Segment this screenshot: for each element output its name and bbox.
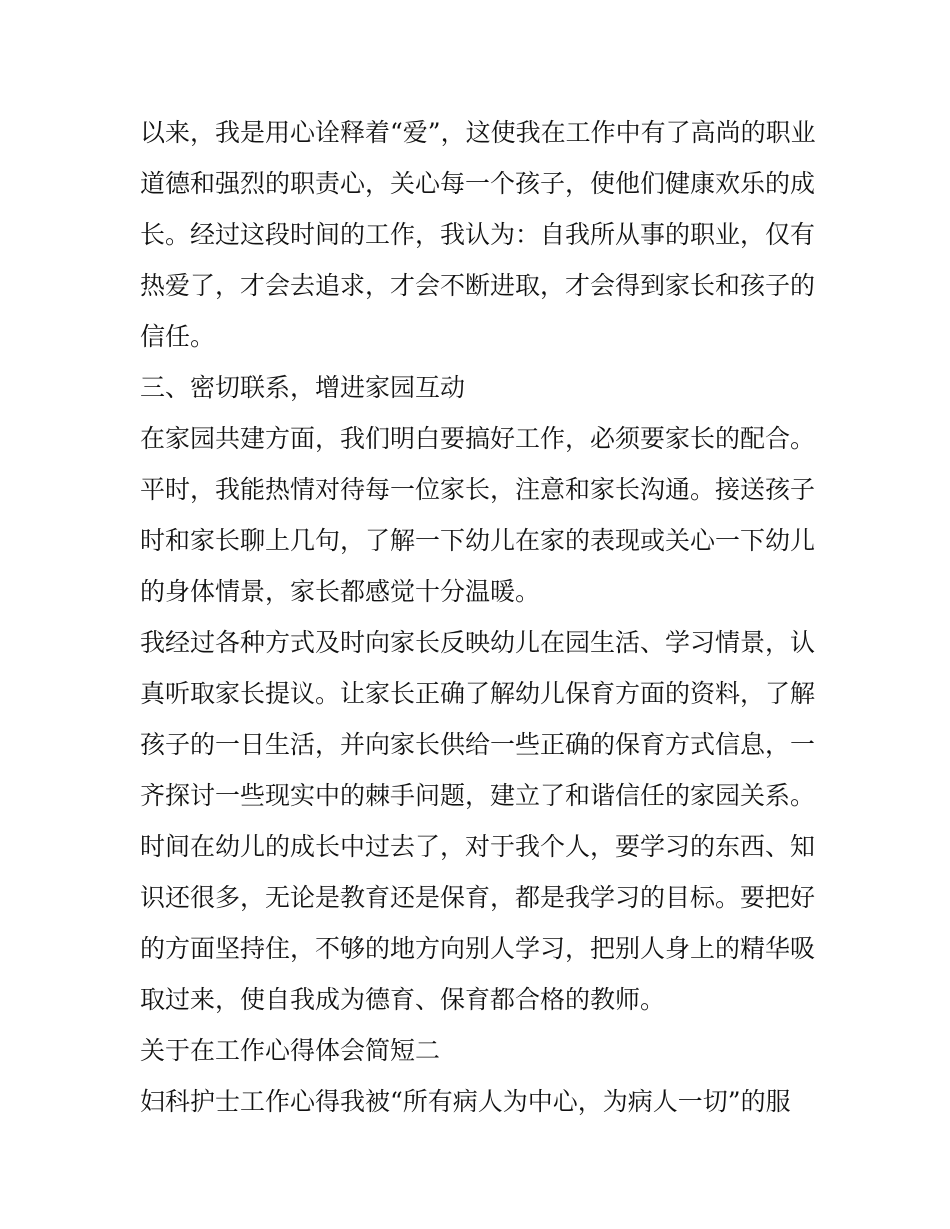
text-line: 道德和强烈的职责心，关心每一个孩子，使他们健康欢乐的成	[140, 169, 816, 198]
section-heading: 三、密切联系，增进家园互动	[140, 373, 466, 402]
text-line: 的方面坚持住，不够的地方向别人学习，把别人身上的精华吸	[140, 934, 816, 963]
text-line: 在家园共建方面，我们明白要搞好工作，必须要家长的配合。	[140, 424, 816, 453]
text-line: 取过来，使自我成为德育、保育都合格的教师。	[140, 985, 666, 1014]
text-line: 热爱了，才会去追求，才会不断进取，才会得到家长和孩子的	[140, 271, 816, 300]
text-line: 妇科护士工作心得我被“所有病人为中心，为病人一切”的服	[140, 1087, 791, 1116]
text-line: 我经过各种方式及时向家长反映幼儿在园生活、学习情景，认	[140, 628, 816, 657]
document-body	[140, 107, 830, 1127]
text-line: 平时，我能热情对待每一位家长，注意和家长沟通。接送孩子	[140, 475, 816, 504]
text-line: 以来，我是用心诠释着“爱”，这使我在工作中有了高尚的职业	[140, 118, 816, 147]
section-heading: 关于在工作心得体会简短二	[140, 1036, 441, 1065]
text-line: 时间在幼儿的成长中过去了，对于我个人，要学习的东西、知	[140, 832, 816, 861]
text-line: 识还很多，无论是教育还是保育，都是我学习的目标。要把好	[140, 883, 816, 912]
text-line: 孩子的一日生活，并向家长供给一些正确的保育方式信息，一	[140, 730, 816, 759]
text-line: 的身体情景，家长都感觉十分温暖。	[140, 577, 541, 606]
text-line: 齐探讨一些现实中的棘手问题，建立了和谐信任的家园关系。	[140, 781, 816, 810]
text-line: 真听取家长提议。让家长正确了解幼儿保育方面的资料，了解	[140, 679, 816, 708]
text-line: 时和家长聊上几句，了解一下幼儿在家的表现或关心一下幼儿	[140, 526, 816, 555]
text-line: 信任。	[140, 322, 216, 351]
text-line: 长。经过这段时间的工作，我认为：自我所从事的职业，仅有	[140, 220, 816, 249]
